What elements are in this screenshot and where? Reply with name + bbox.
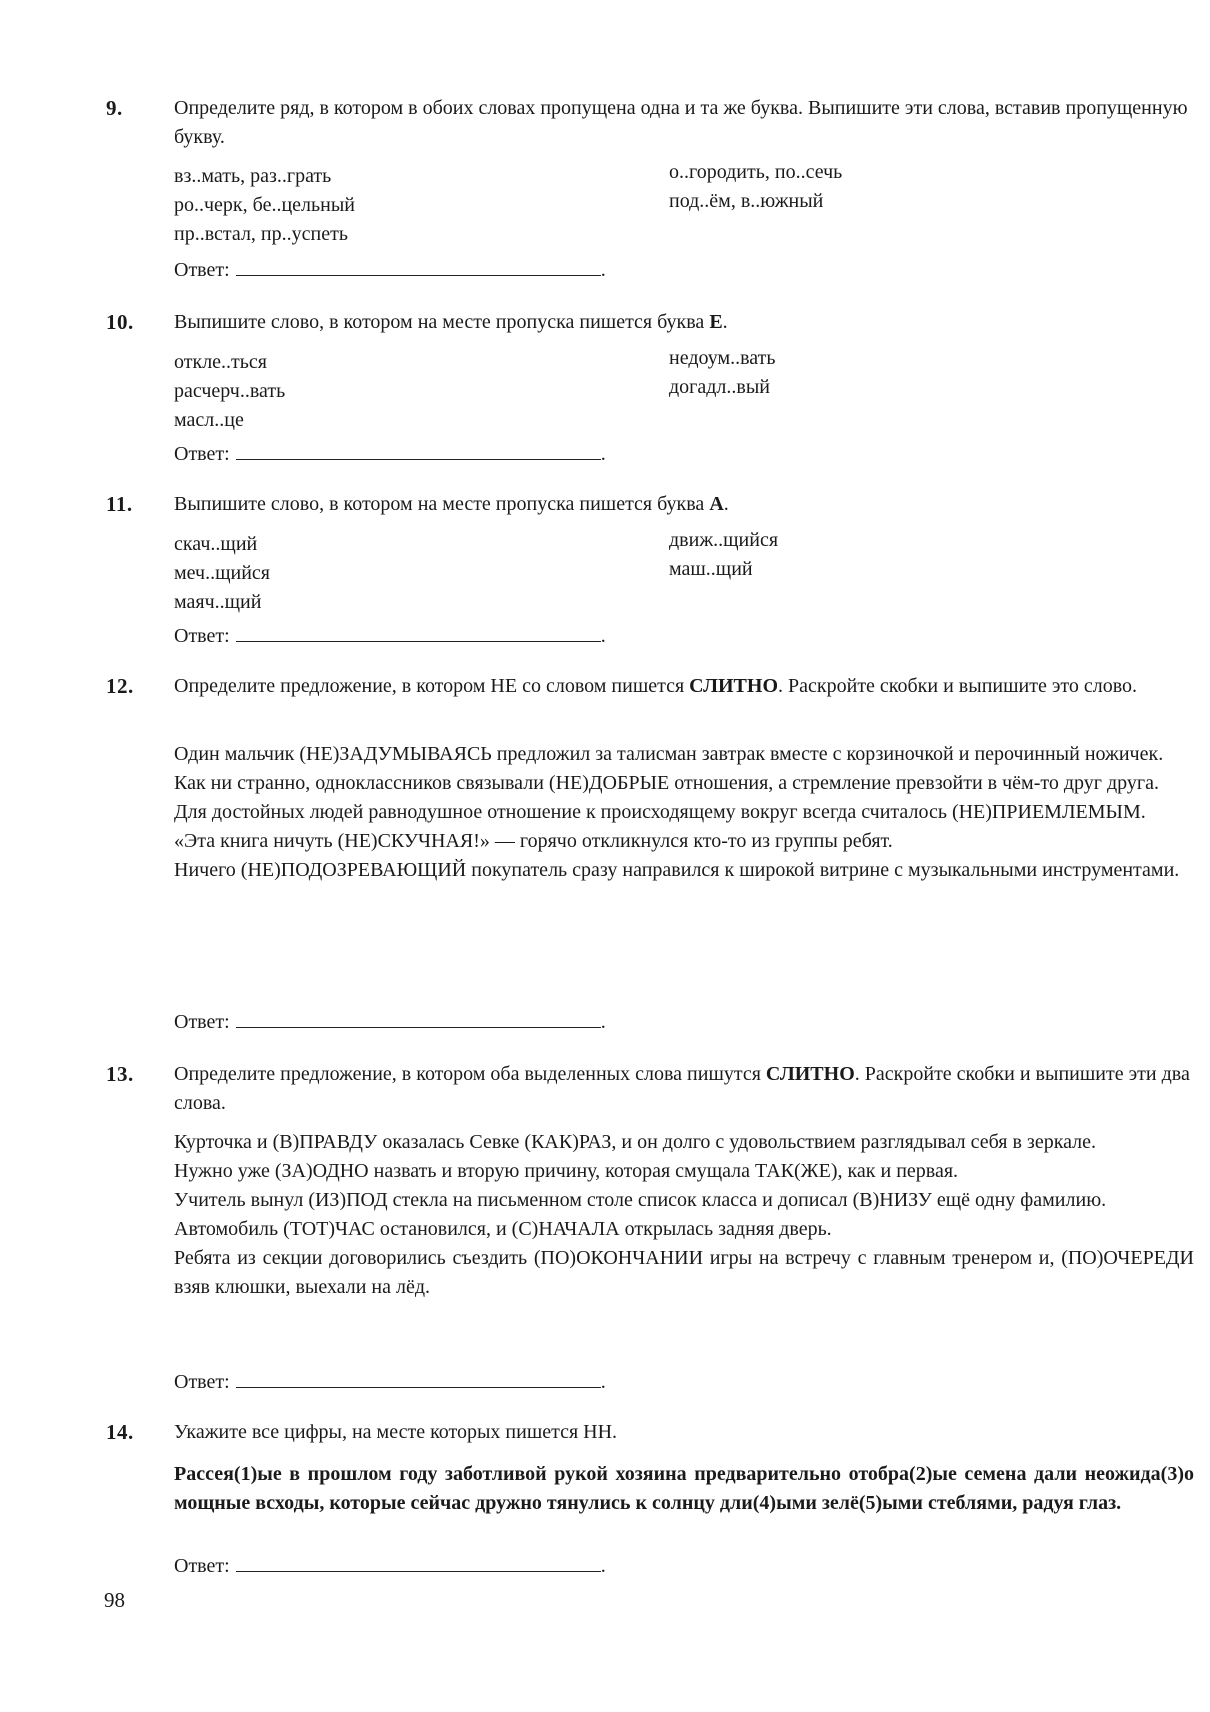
- option: движ..щийся: [669, 529, 779, 551]
- option: откле..ться: [174, 351, 267, 373]
- task-number: 10.: [106, 310, 134, 334]
- option: вз..мать, раз..грать: [174, 165, 332, 187]
- task-number: 12.: [106, 674, 134, 698]
- option: ро..черк, бе..цельный: [174, 194, 355, 216]
- sentence: Ничего (НЕ)ПОДОЗРЕВАЮЩИЙ покупатель сразу направился к широкой витрине с музыкальными инструментами.: [174, 859, 1180, 881]
- option: догадл..вый: [669, 376, 770, 398]
- option: о..городить, по..сечь: [669, 161, 843, 183]
- option: под..ём, в..южный: [669, 190, 824, 212]
- sentence: Автомобиль (ТОТ)ЧАС остановился, и (С)НАЧАЛА открылась задняя дверь.: [174, 1218, 832, 1240]
- task-sentences: [174, 740, 1194, 885]
- answer-label: Ответ:: [174, 1371, 230, 1393]
- sentence: Ребята из секции договорились съездить (ПО)ОКОНЧАНИИ игры на встречу с главным тренером и, (ПО)ОЧЕРЕДИ взяв клюшки, выехали на лёд.: [174, 1247, 1194, 1298]
- sentence: Как ни странно, одноклассников связывали (НЕ)ДОБРЫЕ отношения, а стремление превзойти в чём-то друг друга.: [174, 772, 1159, 794]
- option: расчерч..вать: [174, 380, 286, 402]
- answer-field[interactable]: Ответ: .: [174, 1555, 606, 1577]
- option: маш..щий: [669, 558, 753, 580]
- answer-label: Ответ:: [174, 259, 230, 281]
- answer-line[interactable]: [236, 1554, 601, 1572]
- answer-line[interactable]: [236, 442, 601, 460]
- answer-field[interactable]: Ответ: .: [174, 1011, 606, 1033]
- page-number: 98: [104, 1588, 125, 1612]
- task-question: Определите ряд, в котором в обоих словах пропущена одна и та же буква. Выпишите эти слова, вставив пропущенную букву.: [174, 97, 1188, 148]
- sentence: Курточка и (В)ПРАВДУ оказалась Севке (КАК)РАЗ, и он долго с удовольствием разглядывал себя в зеркале.: [174, 1131, 1097, 1153]
- sentence: Учитель вынул (ИЗ)ПОД стекла на письменном столе список класса и дописал (В)НИЗУ ещё одну фамилию.: [174, 1189, 1107, 1211]
- answer-field[interactable]: Ответ: .: [174, 443, 606, 465]
- option: недоум..вать: [669, 347, 776, 369]
- task-number: 9.: [106, 96, 123, 120]
- task-question: Выпишите слово, в котором на месте пропуска пишется буква Е.: [174, 311, 728, 333]
- option: маяч..щий: [174, 591, 262, 613]
- sentence: Для достойных людей равнодушное отношение к происходящему вокруг всегда считалось (НЕ)ПРИЕМЛЕМЫМ.: [174, 801, 1146, 823]
- task-number: 14.: [106, 1420, 134, 1444]
- answer-line[interactable]: [236, 1370, 601, 1388]
- option: пр..встал, пр..успеть: [174, 223, 348, 245]
- task-sentences: [174, 1128, 1194, 1302]
- answer-label: Ответ:: [174, 1555, 230, 1577]
- task-question: Определите предложение, в котором НЕ со словом пишется СЛИТНО. Раскройте скобки и выпишите это слово.: [174, 675, 1138, 697]
- answer-label: Ответ:: [174, 443, 230, 465]
- task-number: 13.: [106, 1062, 134, 1086]
- task-question: Определите предложение, в котором оба выделенных слова пишутся СЛИТНО. Раскройте скобки и выпишите эти два слова.: [174, 1063, 1190, 1114]
- task-number: 11.: [106, 492, 133, 516]
- answer-line[interactable]: [236, 1010, 601, 1028]
- sentence: Нужно уже (ЗА)ОДНО назвать и вторую причину, которая смущала ТАК(ЖЕ), как и первая.: [174, 1160, 959, 1182]
- answer-line[interactable]: [236, 624, 601, 642]
- option: скач..щий: [174, 533, 258, 555]
- task-text: Рассея(1)ые в прошлом году заботливой рукой хозяина предварительно отобра(2)ые семена дали неожида(3)о мощные всходы, которые сейчас дружно тянулись к солнцу дли(4)ыми зелё(5)ыми стеблями, радуя глаз.: [174, 1463, 1194, 1514]
- task-question: Выпишите слово, в котором на месте пропуска пишется буква А.: [174, 493, 729, 515]
- answer-field[interactable]: Ответ: .: [174, 625, 606, 647]
- option: масл..це: [174, 409, 244, 431]
- task-question: Укажите все цифры, на месте которых пишется НН.: [174, 1421, 618, 1443]
- answer-label: Ответ:: [174, 1011, 230, 1033]
- answer-label: Ответ:: [174, 625, 230, 647]
- answer-field[interactable]: Ответ: .: [174, 1371, 606, 1393]
- option: меч..щийся: [174, 562, 270, 584]
- answer-field[interactable]: Ответ: .: [174, 259, 606, 281]
- sentence: «Эта книга ничуть (НЕ)СКУЧНАЯ!» — горячо откликнулся кто-то из группы ребят.: [174, 830, 893, 852]
- answer-line[interactable]: [236, 258, 601, 276]
- sentence: Один мальчик (НЕ)ЗАДУМЫВАЯСЬ предложил за талисман завтрак вместе с корзиночкой и перочинный ножичек.: [174, 743, 1164, 765]
